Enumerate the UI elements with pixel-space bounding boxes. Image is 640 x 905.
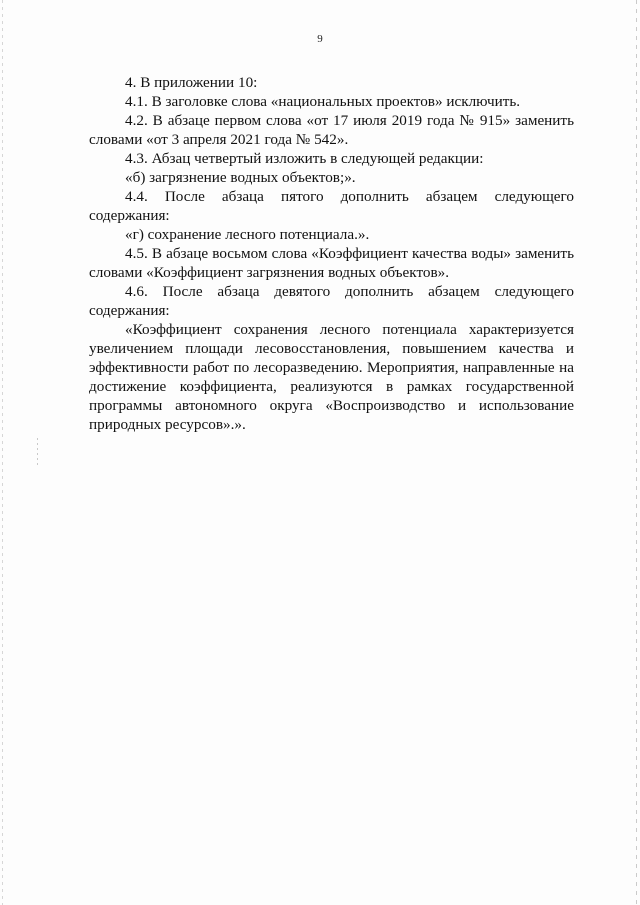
paragraph-item-4-5: 4.5. В абзаце восьмом слова «Коэффициент качества воды» заменить словами «Коэффициент загрязнения водных объектов». [89, 245, 574, 281]
document-body [89, 73, 574, 434]
paragraph-quote-b: «б) загрязнение водных объектов;». [125, 169, 356, 186]
paragraph-item-4-1: 4.1. В заголовке слова «национальных проектов» исключить. [125, 93, 521, 110]
paragraph-quote-coefficient: «Коэффициент сохранения лесного потенциала характеризуется увеличением площади лесовосстановления, повышением качества и эффективности работ по лесоразведению. Мероприятия, направленные на достижение коэффициента, реализуются в рамках государственной программы автономного округа «Воспроизводство и использование природных ресурсов».». [89, 321, 574, 433]
paragraph-item-4-3: 4.3. Абзац четвертый изложить в следующей редакции: [125, 150, 484, 167]
paragraph-item-4-4: 4.4. После абзаца пятого дополнить абзацем следующего содержания: [89, 188, 574, 224]
scan-edge-left [2, 0, 3, 905]
paragraph-quote-g: «г) сохранение лесного потенциала.». [125, 226, 370, 243]
scan-edge-right [636, 0, 637, 905]
page-number: 9 [317, 33, 323, 45]
paragraph-item-4-2: 4.2. В абзаце первом слова «от 17 июля 2019 года № 915» заменить словами «от 3 апреля 2021 года № 542». [89, 112, 574, 148]
scan-margin-mark [37, 438, 38, 468]
paragraph-item-4-6: 4.6. После абзаца девятого дополнить абзацем следующего содержания: [89, 283, 574, 319]
paragraph-item-4: 4. В приложении 10: [125, 74, 258, 91]
